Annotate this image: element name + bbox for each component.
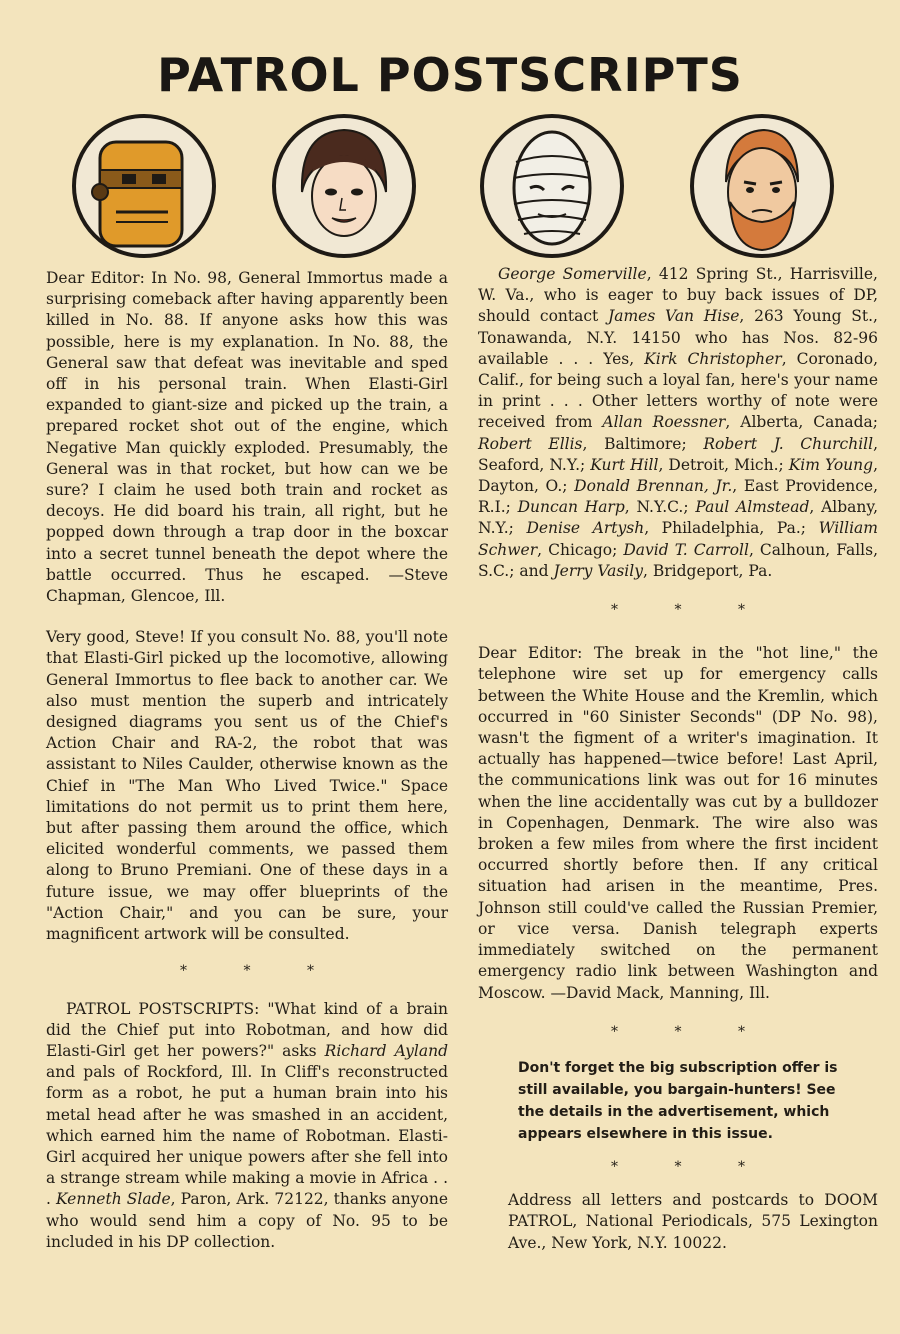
separator-stars: * * * xyxy=(611,1158,771,1175)
page-title: PATROL POSTSCRIPTS xyxy=(157,48,743,102)
robotman-icon xyxy=(70,112,218,260)
separator-stars: * * * xyxy=(611,602,771,619)
letter-mack: Dear Editor: The break in the "hot line," the telephone wire set up for emergency calls between the White House and the Kremlin, which occurred in "60 Sinister Seconds" (DP No. 98), wasn't the figment of a writer's imagination. It actually has happened—twice before! Last April, the communications link was out for 16 minutes when the line accidentally was cut by a bulldozer in Copenhagen, Denmark. The wire also was broken a few miles from where the first incident occurred shortly before then. If any critical situation had arisen in the meantime, Pres. Johnson still could've called the Russian Premier, or vice versa. Danish telegraph experts immediately switched on the permanent emergency radio link between Washington and Moscow. —David Mack, Manning, Ill. xyxy=(478,644,878,1002)
editor-reply-chapman: Very good, Steve! If you consult No. 88, you'll note that Elasti-Girl picked up the locomotive, allowing General Immortus to flee back to another car. We also must mention the superb and intricately designed diagrams you sent us of the Chief's Action Chair and RA-2, the robot that was assistant to Niles Caulder, otherwise known as the Chief in "The Man Who Lived Twice." Space limitations do not permit us to print them here, but after passing them around the office, which elicited wonderful comments, we passed them along to Bruno Premiani. One of these days in a future issue, we may offer blueprints of the "Action Chair," and you can be sure, your magnificent artwork will be consulted. xyxy=(46,628,448,944)
separator-stars: * * * xyxy=(180,963,340,980)
separator-stars: * * * xyxy=(611,1023,771,1040)
fan-notes: George Somerville, 412 Spring St., Harrisville, W. Va., who is eager to buy back issues of DP, should contact James Van Hise, 263 Young St., Tonawanda, N.Y. 14150 who has Nos. 82-96 available . . . Yes, Kirk Christopher, Coronado, Calif., for being such a loyal fan, here's your name in print . . . Other letters worthy of note were received from Allan Roessner, Alberta, Canada; Robert Ellis, Baltimore; Robert J. Churchill, Seaford, N.Y.; Kurt Hill, Detroit, Mich.; Kim Young, Dayton, O.; Donald Brennan, Jr., East Providence, R.I.; Duncan Harp, N.Y.C.; Paul Almstead, Albany, N.Y.; Denise Artysh, Philadelphia, Pa.; William Schwer, Chicago; David T. Carroll, Calhoun, Falls, S.C.; and Jerry Vasily, Bridgeport, Pa. xyxy=(478,265,879,580)
negative-man-icon xyxy=(478,112,626,260)
patrol-postscripts-answer: PATROL POSTSCRIPTS: "What kind of a brain did the Chief put into Robotman, and how did Elasti-Girl get her powers?" asks Richard Ayland and pals of Rockford, Ill. In Cliff's reconstructed form as a robot, he put a human brain into his metal head after he was smashed in an accident, which earned him the name of Robotman. Elasti-Girl acquired her unique powers after she fell into a strange stream while making a movie in Africa . . . Kenneth Slade, Paron, Ark. 72122, thanks anyone who would send him a copy of No. 95 to be included in his DP collection. xyxy=(46,999,448,1251)
mailing-address: Address all letters and postcards to DOOM PATROL, National Periodicals, 575 Lexington Ave., New York, N.Y. 10022. xyxy=(508,1191,878,1252)
right-column xyxy=(478,264,878,1254)
left-column xyxy=(46,268,448,1253)
letter-chapman: Dear Editor: In No. 98, General Immortus made a surprising comeback after having apparently been killed in No. 88. If anyone asks how this was possible, here is my explanation. In No. 88, the General saw that defeat was inevitable and sped off in his personal train. When Elasti-Girl expanded to giant-size and picked up the train, a prepared rocket shot out of the engine, which Negative Man quickly exploded. Presumably, the General was in that rocket, but how can we be sure? I claim he used both train and rocket as decoys. He did board his train, all right, but he popped down through a trap door in the boxcar into a secret tunnel beneath the depot where the battle occurred. Thus he escaped. —Steve Chapman, Glencoe, Ill. xyxy=(46,269,448,606)
chief-icon xyxy=(688,112,836,260)
elasti-girl-icon xyxy=(270,112,418,260)
subscription-notice: Don't forget the big subscription offer is still available, you bargain-hunters! See the details in the advertisement, which appears elsewhere in this issue. xyxy=(518,1059,838,1142)
